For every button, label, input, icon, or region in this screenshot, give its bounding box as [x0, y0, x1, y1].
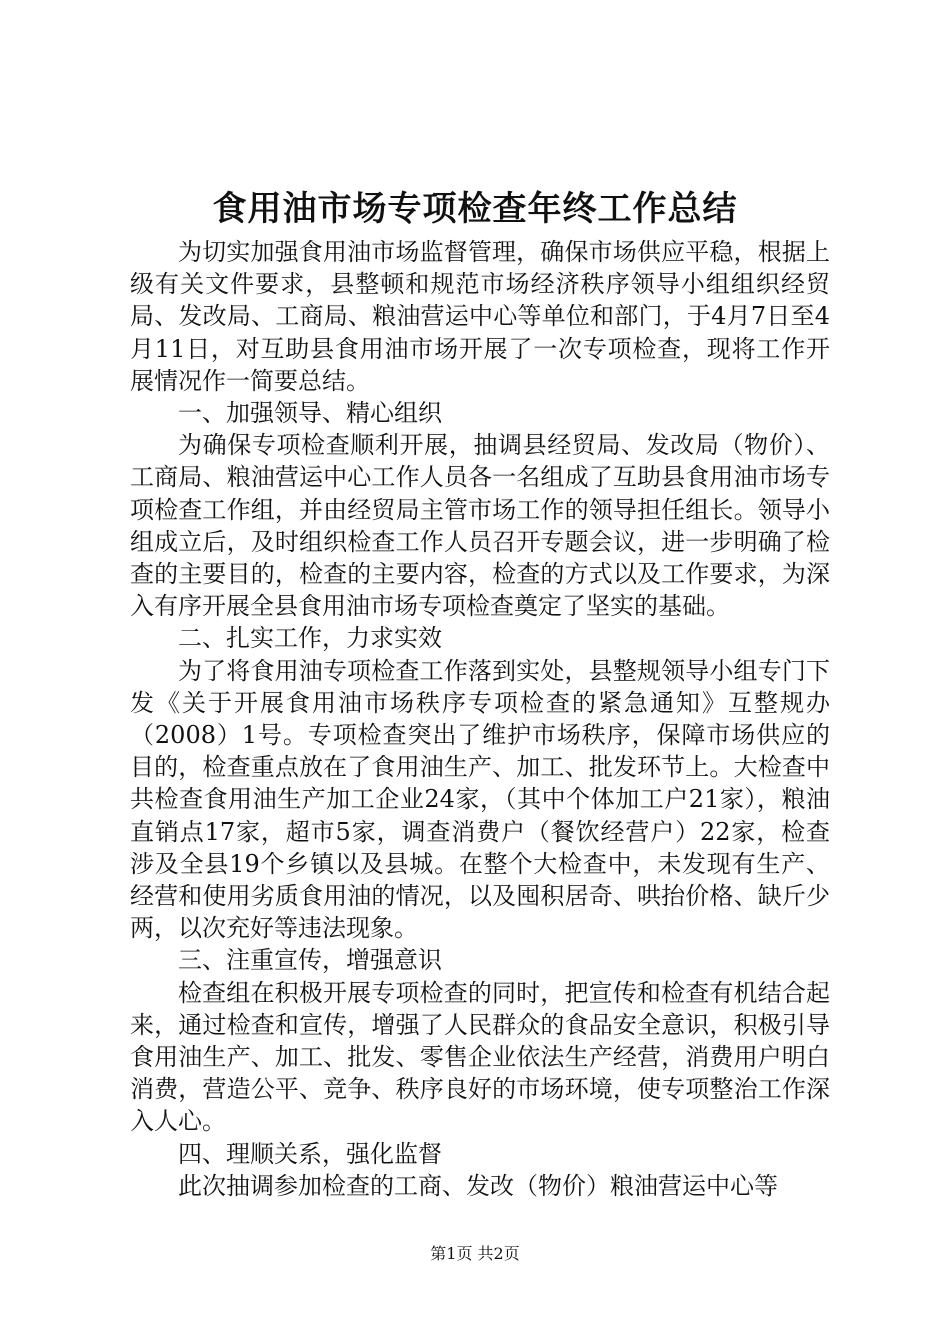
- section-heading-3: 三、注重宣传，增强意识: [178, 946, 442, 975]
- section-paragraph-4: 此次抽调参加检查的工商、发改（物价）粮油营运中心等: [178, 1171, 778, 1200]
- section-paragraph-1: 为确保专项检查顺利开展，抽调县经贸局、发改局（物价）、工商局、粮油营运中心工作人员各一名组成了互助县食用油市场专项检查工作组，并由经贸局主管市场工作的领导担任组长。领导小组成立后，及时组织检查工作人员召开专题会议，进一步明确了检查的主要目的，检查的主要内容，检查的方式以及工作要求，为深入有序开展全县食用油市场专项检查奠定了坚实的基础。: [130, 431, 830, 621]
- page-number-footer: 第1页 共2页: [430, 1244, 520, 1263]
- section-paragraph-3: 检查组在积极开展专项检查的同时，把宣传和检查有机结合起来，通过检查和宣传，增强了人民群众的食品安全意识，积极引导食用油生产、加工、批发、零售企业依法生产经营，消费用户明白消费，营造公平、竞争、秩序良好的市场环境，使专项整治工作深入人心。: [130, 978, 830, 1136]
- document-body: [130, 236, 830, 1202]
- document-title: 食用油市场专项检查年终工作总结: [212, 189, 738, 229]
- section-paragraph-2: 为了将食用油专项检查工作落到实处，县整规领导小组专门下发《关于开展食用油市场秩序专项检查的紧急通知》互整规办（2008）1号。专项检查突出了维护市场秩序，保障市场供应的目的，检查重点放在了食用油生产、加工、批发环节上。大检查中共检查食用油生产加工企业24家，（其中个体加工户21家），粮油直销点17家，超市5家，调查消费户（餐饮经营户）22家，检查涉及全县19个乡镇以及县城。在整个大检查中，未发现有生产、经营和使用劣质食用油的情况，以及囤积居奇、哄抬价格、缺斤少两，以次充好等违法现象。: [130, 656, 830, 943]
- section-heading-1: 一、加强领导、精心组织: [178, 399, 442, 428]
- section-heading-2: 二、扎实工作，力求实效: [178, 624, 442, 653]
- intro-paragraph: 为切实加强食用油市场监督管理，确保市场供应平稳，根据上级有关文件要求，县整顿和规范市场经济秩序领导小组组织经贸局、发改局、工商局、粮油营运中心等单位和部门，于4月7日至4月11日，对互助县食用油市场开展了一次专项检查，现将工作开展情况作一简要总结。: [130, 238, 830, 395]
- section-heading-4: 四、理顺关系，强化监督: [178, 1139, 442, 1168]
